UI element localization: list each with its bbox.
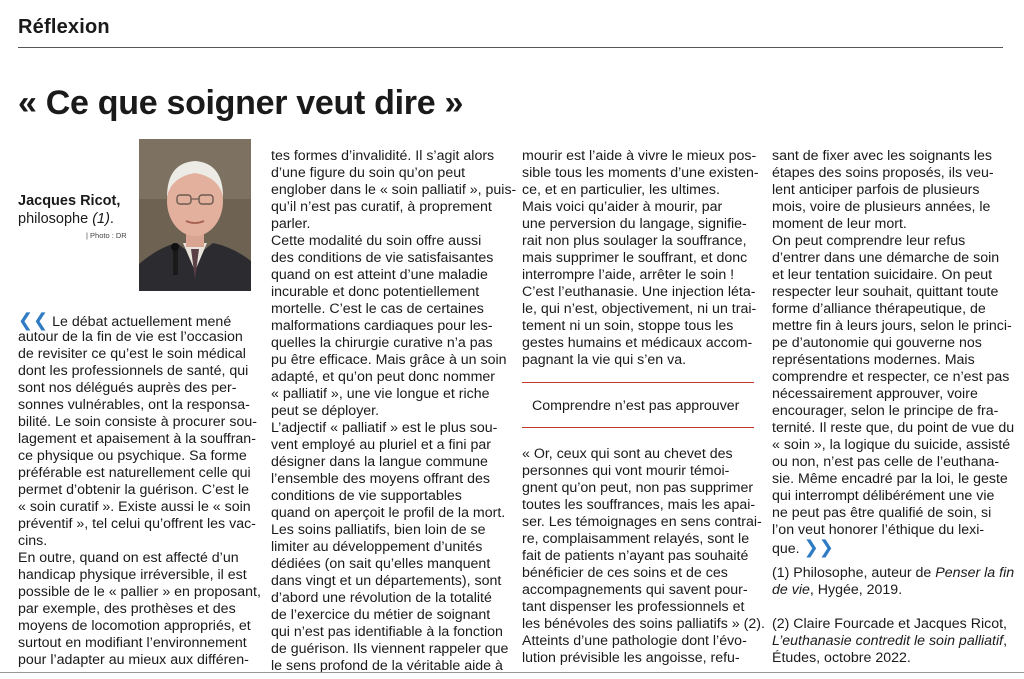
text-line: surtout en modifiant l’environnement: [18, 635, 247, 651]
text-line: quand on aperçoit le profil de la mort.: [271, 505, 506, 521]
text-line: mortelle. C’est le cas de certaines: [271, 301, 484, 317]
footnote-2-pre: (2) Claire Fourcade et Jacques Ricot,: [772, 616, 1007, 632]
text-line: préférable est naturellement celle qui: [18, 465, 251, 481]
author-block: [18, 192, 136, 228]
text-line: adapté, et qu’on peut donc nommer: [271, 369, 496, 385]
subhead-rule-bottom: [522, 427, 754, 428]
text-line: nécessairement approuver, voire: [772, 386, 978, 402]
text-line: par exemple, des prothèses et des: [18, 601, 236, 617]
text-line: de l’exercice du métier de soignant: [271, 607, 491, 623]
text-line: En outre, quand on est affecté d’un: [18, 550, 239, 566]
text-line: incurable et donc potentiellement: [271, 284, 480, 300]
text-line: gnent qu’on peut, non pas supprimer: [522, 480, 754, 496]
close-quote-icon: ❯❯: [803, 537, 834, 558]
text-line: pu être efficace. Mais grâce à un soin: [271, 352, 507, 368]
text-line: quelles la chirurgie curative n’a pas: [271, 335, 493, 351]
text-line: ternité. Il reste que, du point de vue du: [772, 420, 1015, 436]
text-line: ne peut pas être qualifié de soin, si: [772, 505, 992, 521]
text-line: d’abord une révolution de la totalité: [271, 590, 492, 606]
text-line: lagement et apaisement à la souffran-: [18, 431, 256, 447]
author-role: [18, 210, 136, 228]
text-line: les bénévoles des soins palliatifs » (2).: [522, 616, 765, 632]
footnote-1-pre: (1) Philosophe, auteur de: [772, 565, 936, 581]
text-line: ser. Les témoignages en sens contrai-: [522, 514, 762, 530]
text-line: étapes des soins proposés, ils veu-: [772, 165, 994, 181]
text-line: dans vingt et un départements), sont: [271, 573, 502, 589]
text-line: accompagnements qui savent pour-: [522, 582, 748, 598]
footnote-2-post: ,: [1003, 633, 1008, 649]
text-line: toutes les souffrances, mais les apai-: [522, 497, 756, 513]
text-line: permet d’obtenir la guérison. C’est le: [18, 482, 250, 498]
footnote-1-post: , Hygée, 2019.: [809, 582, 903, 598]
author-photo: [139, 139, 251, 291]
article-column-1: [18, 310, 261, 669]
photo-credit: | Photo : DR: [86, 231, 127, 240]
text-line: mettre fin à leurs jours, selon le princi-: [772, 318, 1012, 334]
text-line: de revisiter ce qu’est le soin médical: [18, 346, 246, 362]
text-line: re, complaisamment relayés, sont le: [522, 531, 750, 547]
text-line: [772, 539, 1006, 556]
text-line: qu’il n’est pas curatif, à proprement: [271, 199, 492, 215]
text-line: l’ensemble des moyens offrant des: [271, 471, 490, 487]
text-line: ce, et en particulier, les ultimes.: [522, 182, 720, 198]
text-line: représentations modernes. Mais: [772, 352, 975, 368]
text-line: peut se déployer.: [271, 403, 380, 419]
text-line: possible de le « pallier » en proposant,: [18, 584, 261, 600]
text-line: bilité. Le soin consiste à procurer sou-: [18, 414, 257, 430]
text-line: [18, 312, 253, 329]
text-line: tes formes d’invalidité. Il s’agit alors: [271, 148, 495, 164]
text-line: mais supprimer le souffrant, et donc: [522, 250, 748, 266]
text-line: sie. Même encadré par la loi, le geste: [772, 471, 1008, 487]
text-line: interrompre l’aide, arrêter le soin !: [522, 267, 735, 283]
article-headline: « Ce que soigner veut dire »: [18, 84, 464, 122]
text-line: sont nos délégués auprès des per-: [18, 380, 237, 396]
text-line: « soin curatif ». Existe aussi le « soin: [18, 499, 251, 515]
text-line: le, qui n’est, objectivement, ni un trai-: [522, 301, 757, 317]
text-line: comprendre et respecter, ce n’est pas: [772, 369, 1010, 385]
text-line: pagnant la vie qui s’en va.: [522, 352, 687, 368]
text-line: autour de la fin de vie est l’occasion: [18, 329, 243, 345]
text-line: désigner dans la langue commune: [271, 454, 488, 470]
footnote-2: [772, 616, 1007, 667]
text-line: dont les professionnels de santé, qui: [18, 363, 249, 379]
text-line-content: que.: [772, 541, 800, 557]
text-line: tant dispenser les professionnels et: [522, 599, 745, 615]
text-line: parler.: [271, 216, 311, 232]
text-line: fait de patients n’ayant pas souhaité: [522, 548, 749, 564]
footnote-1-title-b: de vie: [772, 582, 810, 598]
author-role-text: philosophe: [18, 211, 89, 227]
author-role-end: .: [109, 211, 114, 227]
text-line: moyens de locomotion appropriés, et: [18, 618, 251, 634]
footnote-1-title-a: Penser la fin: [935, 565, 1015, 581]
text-line: ce physique ou psychique. Sa forme: [18, 448, 247, 464]
text-line: limiter au développement d’unités: [271, 539, 483, 555]
text-line: encourager, selon le principe de fra-: [772, 403, 999, 419]
text-line: préventif », tel celui qu’offrent les vac-: [18, 516, 256, 532]
footnote-1: [772, 565, 1014, 599]
text-line: respecter leur souhait, quittant toute: [772, 284, 999, 300]
text-line: englober dans le « soin palliatif », puis-: [271, 182, 517, 198]
section-rubric: Réflexion: [18, 16, 110, 38]
text-line: L’adjectif « palliatif » est le plus sou-: [271, 420, 498, 436]
text-line: des conditions de vie satisfaisantes: [271, 250, 494, 266]
text-line: le sens profond de la véritable aide à: [271, 658, 503, 674]
footnote-2-title: L’euthanasie contredit le soin palliatif: [772, 633, 1004, 649]
text-line: pe d’autonomie qui gouverne nos: [772, 335, 982, 351]
text-line: Atteints d’une pathologie dont l’évo-: [522, 633, 747, 649]
text-line: lution prévisible les angoisse, refu-: [522, 650, 740, 666]
rubric-divider: [18, 47, 1003, 48]
text-line: malformations cardiaques pour les-: [271, 318, 493, 334]
author-name: Jacques Ricot,: [18, 193, 121, 209]
text-line: de guérison. Ils viennent rappeler que: [271, 641, 509, 657]
footnote-2-post2: Études, octobre 2022.: [772, 650, 911, 666]
text-line: d’une figure du soin qu’on peut: [271, 165, 466, 181]
text-line: « palliatif », une vie longue et riche: [271, 386, 490, 402]
text-line: gestes humains et médicaux accom-: [522, 335, 753, 351]
article-column-2: [271, 148, 517, 675]
text-line: moment de leur mort.: [772, 216, 907, 232]
text-line: pour l’adapter au mieux aux différen-: [18, 652, 249, 668]
page-bottom-rule: [0, 672, 1024, 673]
article-column-4: [772, 148, 1015, 558]
text-line: quand on est atteint d’une maladie: [271, 267, 488, 283]
text-line: sant de fixer avec les soignants les: [772, 148, 993, 164]
text-line: dédiées (on sait qu’elles manquent: [271, 556, 491, 572]
text-line: Les soins palliatifs, bien loin de se: [271, 522, 486, 538]
text-line: On peut comprendre leur refus: [772, 233, 966, 249]
article-column-3-top: [522, 148, 759, 369]
text-line: handicap physique irréversible, il est: [18, 567, 247, 583]
text-line: personnes qui vont mourir témoi-: [522, 463, 730, 479]
text-line: une perversion du langage, signifie-: [522, 216, 747, 232]
text-line: et leur tentation suicidaire. On peut: [772, 267, 993, 283]
text-line: sible tous les moments d’une existen-: [522, 165, 759, 181]
text-line: sonnes vulnérables, ont la responsa-: [18, 397, 250, 413]
author-footnote-ref: (1): [92, 211, 110, 227]
text-line: C’est l’euthanasie. Une injection léta-: [522, 284, 756, 300]
text-line: tement ni un soin, stoppe tous les: [522, 318, 734, 334]
text-line: cins.: [18, 533, 48, 549]
text-line-content: Le débat actuellement mené: [52, 314, 232, 330]
text-line: Cette modalité du soin offre aussi: [271, 233, 482, 249]
text-line: « soin », la logique du suicide, assisté: [772, 437, 1011, 453]
open-quote-icon: ❮❮: [18, 310, 49, 331]
section-subhead: Comprendre n’est pas approuver: [532, 398, 740, 414]
text-line: lent anticiper parfois de plusieurs: [772, 182, 980, 198]
subhead-rule-top: [522, 382, 754, 383]
text-line: « Or, ceux qui sont au chevet des: [522, 446, 733, 462]
text-line: qui interrompt délibérément une vie: [772, 488, 995, 504]
text-line: conditions de vie supportables: [271, 488, 462, 504]
text-line: rait non plus soulager la souffrance,: [522, 233, 747, 249]
text-line: d’entrer dans une démarche de soin: [772, 250, 1000, 266]
text-line: qui n’est pas identifiable à la fonction: [271, 624, 503, 640]
text-line: l’on veut honorer l’éthique du lexi-: [772, 522, 985, 538]
text-line: vent employé au pluriel et a fini par: [271, 437, 492, 453]
text-line: bénéficier de ces soins et de ces: [522, 565, 728, 581]
text-line: mourir est l’aide à vivre le mieux pos-: [522, 148, 757, 164]
text-line: mois, voire de plusieurs années, le: [772, 199, 991, 215]
article-column-3-bottom: [522, 446, 765, 667]
text-line: Mais voici qu’aider à mourir, par: [522, 199, 723, 215]
text-line: forme d’alliance thérapeutique, de: [772, 301, 986, 317]
text-line: ou non, n’est pas celle de l’euthana-: [772, 454, 1000, 470]
